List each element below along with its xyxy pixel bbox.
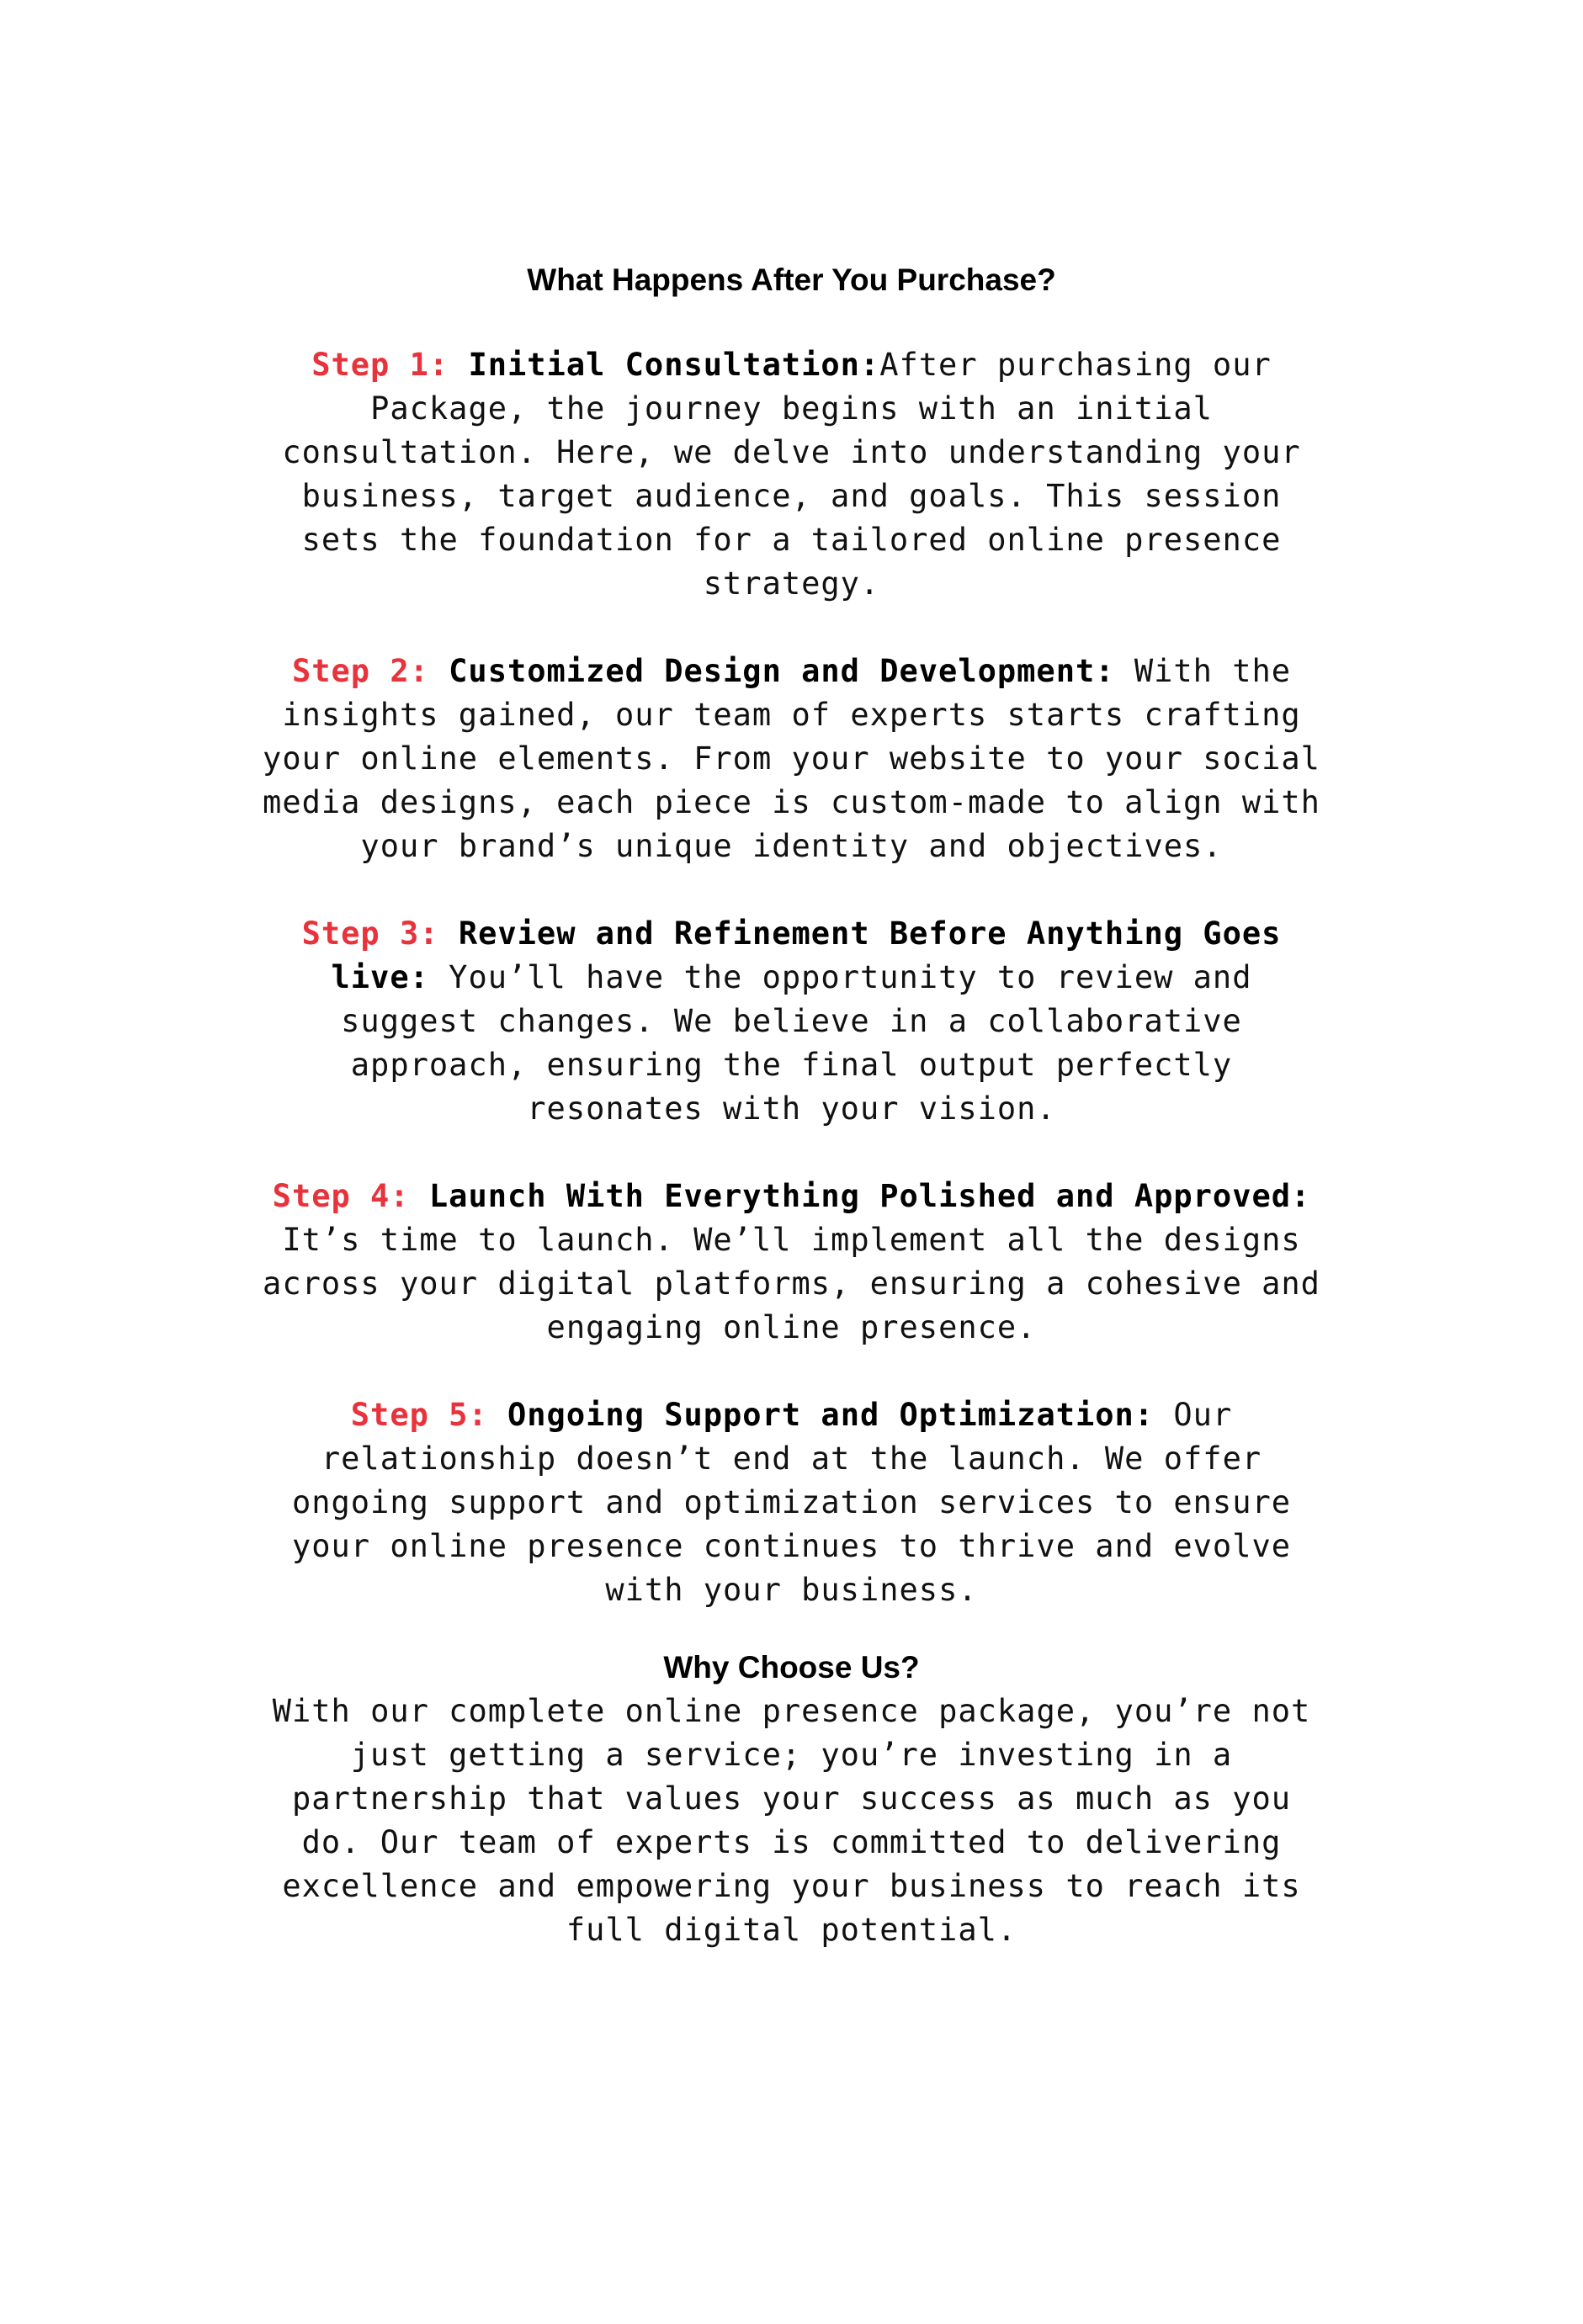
- step-1-text: After purchasing our Package, the journey begins with an initial consultation. Here, we delve into understanding your business, target audience, and goals. This session sets the foundation for a tailored online presence strategy.: [282, 347, 1301, 602]
- page-title: What Happens After You Purchase?: [527, 263, 1056, 297]
- why-choose-text: With our complete online presence package, you’re not just getting a service; you’re investing in a partnership that values your success as much as you do. Our team of experts is committed to delivering excellence and empowering your business to reach its full digital potential.: [272, 1693, 1311, 1948]
- step-1-title: Initial Consultation:: [468, 347, 880, 383]
- step-5-label: Step 5:: [350, 1397, 488, 1433]
- step-4-label: Step 4:: [272, 1178, 410, 1214]
- document-page: [261, 261, 1322, 1952]
- step-4-text: It’s time to launch. We’ll implement all the designs across your digital platforms, ensuring a cohesive and engaging online presence.: [263, 1222, 1320, 1345]
- step-3-label: Step 3:: [301, 915, 439, 952]
- step-2-label: Step 2:: [291, 653, 429, 689]
- step-2-title: Customized Design and Development:: [449, 653, 1115, 689]
- step-2-text: With the insights gained, our team of experts starts crafting your online elements. From your website to your social media designs, each piece is custom-made to align with your brand’s unique identity and objectives.: [263, 653, 1320, 864]
- step-5-text: Our relationship doesn’t end at the launch. We offer ongoing support and optimization services to ensure your online presence continues to thrive and evolve with your business.: [291, 1397, 1292, 1608]
- step-3-title: Review and Refinement Before Anything Goes live:: [331, 915, 1282, 995]
- step-4: [261, 1175, 1322, 1350]
- step-3-text: You’ll have the opportunity to review and suggest changes. We believe in a collaborative approach, ensuring the final output perfectly resonates with your vision.: [341, 959, 1252, 1127]
- step-4-title: Launch With Everything Polished and Approved:: [428, 1178, 1311, 1214]
- why-choose-heading: Why Choose Us?: [663, 1650, 920, 1685]
- step-5-title: Ongoing Support and Optimization:: [507, 1397, 1155, 1433]
- step-2: [261, 650, 1322, 868]
- step-5: [261, 1393, 1322, 1612]
- step-1: [261, 343, 1322, 606]
- step-1-label: Step 1:: [311, 347, 449, 383]
- step-3: [261, 912, 1322, 1131]
